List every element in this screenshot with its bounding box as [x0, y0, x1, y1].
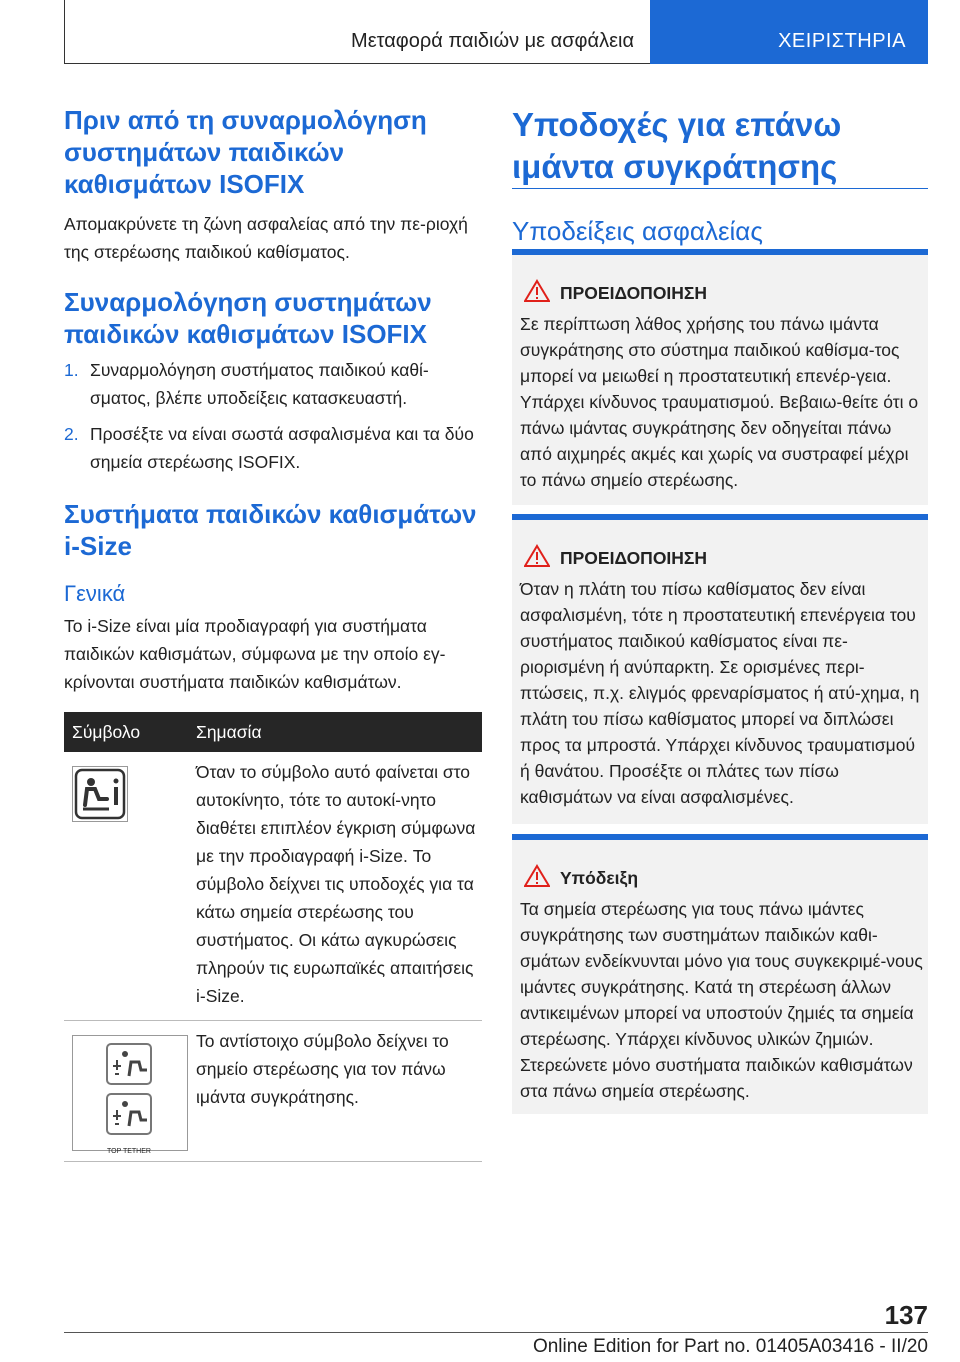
step-text: Προσέξτε να είναι σωστά ασφαλισμένα και τα δύο σημεία στερέωσης ISOFIX.	[90, 424, 474, 472]
paragraph-remove-belt: Απομακρύνετε τη ζώνη ασφαλείας από την πε‐ριοχή της στερέωσης παιδικού καθίσματος.	[64, 214, 468, 262]
warning-box	[512, 514, 928, 824]
section-header	[64, 0, 650, 64]
page-number: 137	[884, 1300, 928, 1330]
heading-safety-notes: Υποδείξεις ασφαλείας	[512, 216, 763, 246]
top-tether-icon	[72, 1035, 188, 1155]
table-header-symbol: Σύμβολο	[64, 712, 188, 752]
left-column	[64, 104, 482, 1162]
note-text: Τα σημεία στερέωσης για τους πάνω ιμάντες συγκράτησης των συστημάτων παιδικών καθι‐σμάτων ενδείκνυνται μόνο για τους συγκεκριμέ‐νους ιμάντες συγκράτησης. Κατά τη στερέωση άλλων αντικειμένων μπορεί να υποστούν ζημιές τα σημεία στερέωσης. Υπάρχει κίνδυνος υλικών ζημιών. Στερεώνετε μόνο συστήματα παιδικών καθισμάτων στα πάνω σημεία στερέωσης.	[520, 899, 923, 1101]
page-header	[64, 0, 928, 64]
heading-isofix-assembly: Συναρμολόγηση συστημάτων παιδικών καθισμάτων ISOFIX	[64, 287, 432, 349]
note-box	[512, 834, 928, 1114]
list-item	[64, 420, 482, 476]
section-title: Μεταφορά παιδιών με ασφάλεια	[351, 30, 634, 52]
list-item	[64, 356, 482, 412]
top-tether-label: TOP TETHER	[107, 1148, 151, 1155]
table-cell-isize-meaning: Όταν το σύμβολο αυτό φαίνεται στο αυτοκίνητο, τότε το αυτοκί‐νητο διαθέτει επιπλέον έγκριση σύμφωνα με την προδιαγραφή i-Size. Το σύμβολο δείχνει τις υποδοχές για τα κάτω σημεία στερέωσης του συστήματος. Οι κάτω αγκυρώσεις πληρούν τις ευρωπαϊκές απαιτήσεις i-Size.	[188, 752, 482, 1021]
warning-title: ΠΡΟΕΙΔΟΠΟΙΗΣΗ	[560, 548, 708, 568]
paragraph-isize: Το i-Size είναι μία προδιαγραφή για συστήματα παιδικών καθισμάτων, σύμφωνα με την οποίο εγ‐κρίνονται συστήματα παιδικών καθισμάτων.	[64, 616, 446, 692]
chapter-title: ΧΕΙΡΙΣΤΗΡΙΑ	[778, 30, 906, 52]
table-row	[64, 1021, 482, 1162]
heading-tether-anchors: Υποδοχές για επάνω ιμάντα συγκράτησης	[512, 106, 842, 185]
step-number: 2.	[64, 424, 79, 444]
heading-before-isofix: Πριν από τη συναρμολόγηση συστημάτων παιδικών καθισμάτων ISOFIX	[64, 105, 427, 199]
warning-triangle-icon	[524, 279, 550, 303]
assembly-steps	[64, 356, 482, 476]
right-column	[512, 104, 928, 247]
warning-text: Σε περίπτωση λάθος χρήσης του πάνω ιμάντα συγκράτησης στο σύστημα παιδικού καθίσμα‐τος μπορεί να μειωθεί η προστατευτική επενέρ‐γεια. Υπάρχει κίνδυνος τραυματισμού. Βεβαιω‐θείτε ότι ο πάνω ιμάντας συγκράτησης δεν οδηγείται πάνω από αιχμηρές ακμές και χωρίς να συστραφεί μέχρι το πάνω σημείο στερέωσης.	[520, 314, 919, 490]
warning-triangle-icon	[524, 544, 550, 568]
warning-box	[512, 249, 928, 505]
footer-divider	[64, 1332, 928, 1333]
step-number: 1.	[64, 360, 79, 380]
table-cell-tether-meaning: Το αντίστοιχο σύμβολο δείχνει το σημείο στερέωσης για τον πάνω ιμάντα συγκράτησης.	[188, 1021, 482, 1162]
warning-title: ΠΡΟΕΙΔΟΠΟΙΗΣΗ	[560, 283, 708, 303]
heading-general: Γενικά	[64, 581, 126, 606]
footer-edition: Online Edition for Part no. 01405A03416 - II/20	[532, 1336, 928, 1357]
step-text: Συναρμολόγηση συστήματος παιδικού καθί‐σματος, βλέπε υποδείξεις κατασκευαστή.	[90, 360, 429, 408]
symbol-table	[64, 712, 482, 1162]
heading-isize-systems: Συστήματα παιδικών καθισμάτων i-Size	[64, 499, 477, 561]
note-title: Υπόδειξη	[560, 868, 639, 888]
caution-triangle-icon	[524, 864, 550, 888]
warning-text: Όταν η πλάτη του πίσω καθίσματος δεν είναι ασφαλισμένη, τότε η προστατευτική επενέργεια του συστήματος παιδικού καθίσματος είναι πε‐ριορισμένη ή ανύπαρκτη. Σε ορισμένες περι‐πτώσεις, π.χ. ελιγμός φρεναρίσματος ή ατύ‐χημα, η πλάτη του πίσω καθίσματος μπορεί να διπλώσει προς τα μπροστά. Υπάρχει κίνδυνος τραυματισμού ή θανάτου. Προσέξτε οι πλάτες των πίσω καθισμάτων να είναι ασφαλισμένες.	[520, 579, 920, 807]
table-row	[64, 752, 482, 1021]
table-header-meaning: Σημασία	[188, 712, 482, 752]
chapter-tab[interactable]	[650, 0, 928, 64]
isize-seat-icon	[72, 766, 128, 822]
heading-divider	[512, 188, 928, 189]
